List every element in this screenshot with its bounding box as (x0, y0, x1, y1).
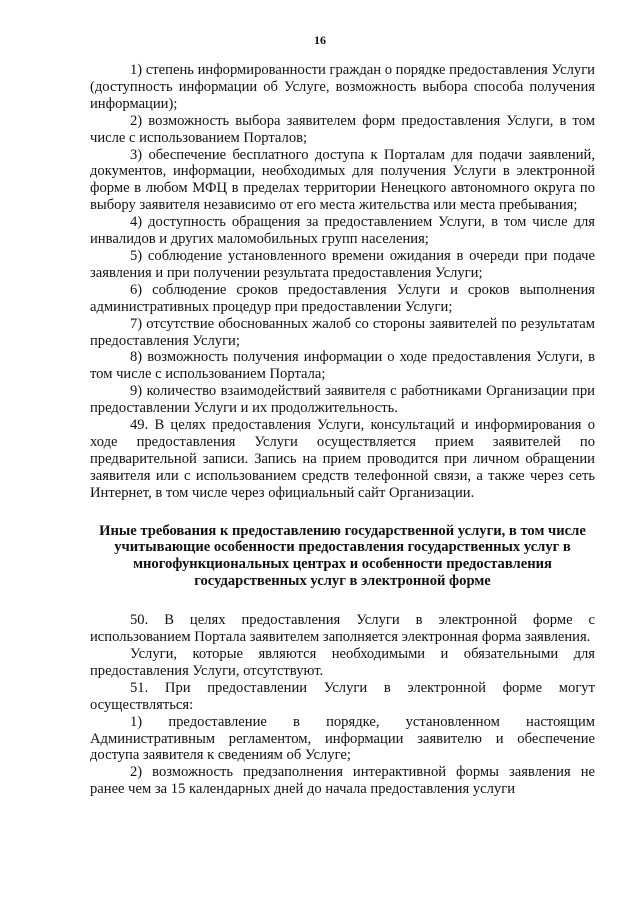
paragraph-item-2: 2) возможность выбора заявителем форм предоставления Услуги, в том числе с использованием Порталов; (90, 112, 595, 146)
document-body (90, 62, 595, 798)
paragraph-item-6: 6) соблюдение сроков предоставления Услуги и сроков выполнения административных процедур при предоставлении Услуги; (90, 281, 595, 315)
paragraph-item-9: 9) количество взаимодействий заявителя с работниками Организации при предоставлении Услуги и их продолжительность. (90, 383, 595, 417)
paragraph-no-services: Услуги, которые являются необходимыми и обязательными для предоставления Услуги, отсутствуют. (90, 646, 595, 679)
paragraph-sub-item-2: 2) возможность предзаполнения интерактивной формы заявления не ранее чем за 15 календарных дней до начала предоставления услуги (90, 764, 595, 798)
paragraph-clause-49: 49. В целях предоставления Услуги, консультаций и информирования о ходе предоставления Услуги осуществляется прием заявителей по предварительной записи. Запись на прием проводится при личном обращении заявителя или с использованием средств телефонной связи, а также через сеть Интернет, в том числе через официальный сайт Организации. (90, 417, 595, 501)
paragraph-clause-51: 51. При предоставлении Услуги в электронной форме могут осуществляться: (90, 679, 595, 713)
paragraph-item-5: 5) соблюдение установленного времени ожидания в очереди при подаче заявления и при получении результата предоставления Услуги; (90, 247, 595, 281)
section-heading: Иные требования к предоставлению государственной услуги, в том числе учитывающие особенности предоставления государственных услуг в многофункциональных центрах и особенности предоставления государственных услуг в электронной форме (99, 522, 586, 590)
paragraph-item-4: 4) доступность обращения за предоставлением Услуги, в том числе для инвалидов и других маломобильных групп населения; (90, 214, 595, 248)
paragraph-item-3: 3) обеспечение бесплатного доступа к Порталам для подачи заявлений, документов, информации, необходимых для получения Услуги в электронной форме в любом МФЦ в пределах территории Ненецкого автономного округа по выбору заявителя независимо от его места жительства или места пребывания; (90, 146, 595, 214)
paragraph-clause-50: 50. В целях предоставления Услуги в электронной форме с использованием Портала заявителем заполняется электронная форма заявления. (90, 612, 595, 646)
paragraph-sub-item-1: 1) предоставление в порядке, установленном настоящим Административным регламентом, информации заявителю и обеспечение доступа заявителя к сведениям об Услуге; (90, 713, 595, 764)
paragraph-item-7: 7) отсутствие обоснованных жалоб со стороны заявителей по результатам предоставления Услуги; (90, 315, 595, 349)
page-number: 16 (314, 33, 326, 47)
paragraph-item-8: 8) возможность получения информации о ходе предоставления Услуги, в том числе с использованием Портала; (90, 349, 595, 383)
paragraph-item-1: 1) степень информированности граждан о порядке предоставления Услуги (доступность информации об Услуге, возможность выбора способа получения информации); (90, 62, 595, 112)
